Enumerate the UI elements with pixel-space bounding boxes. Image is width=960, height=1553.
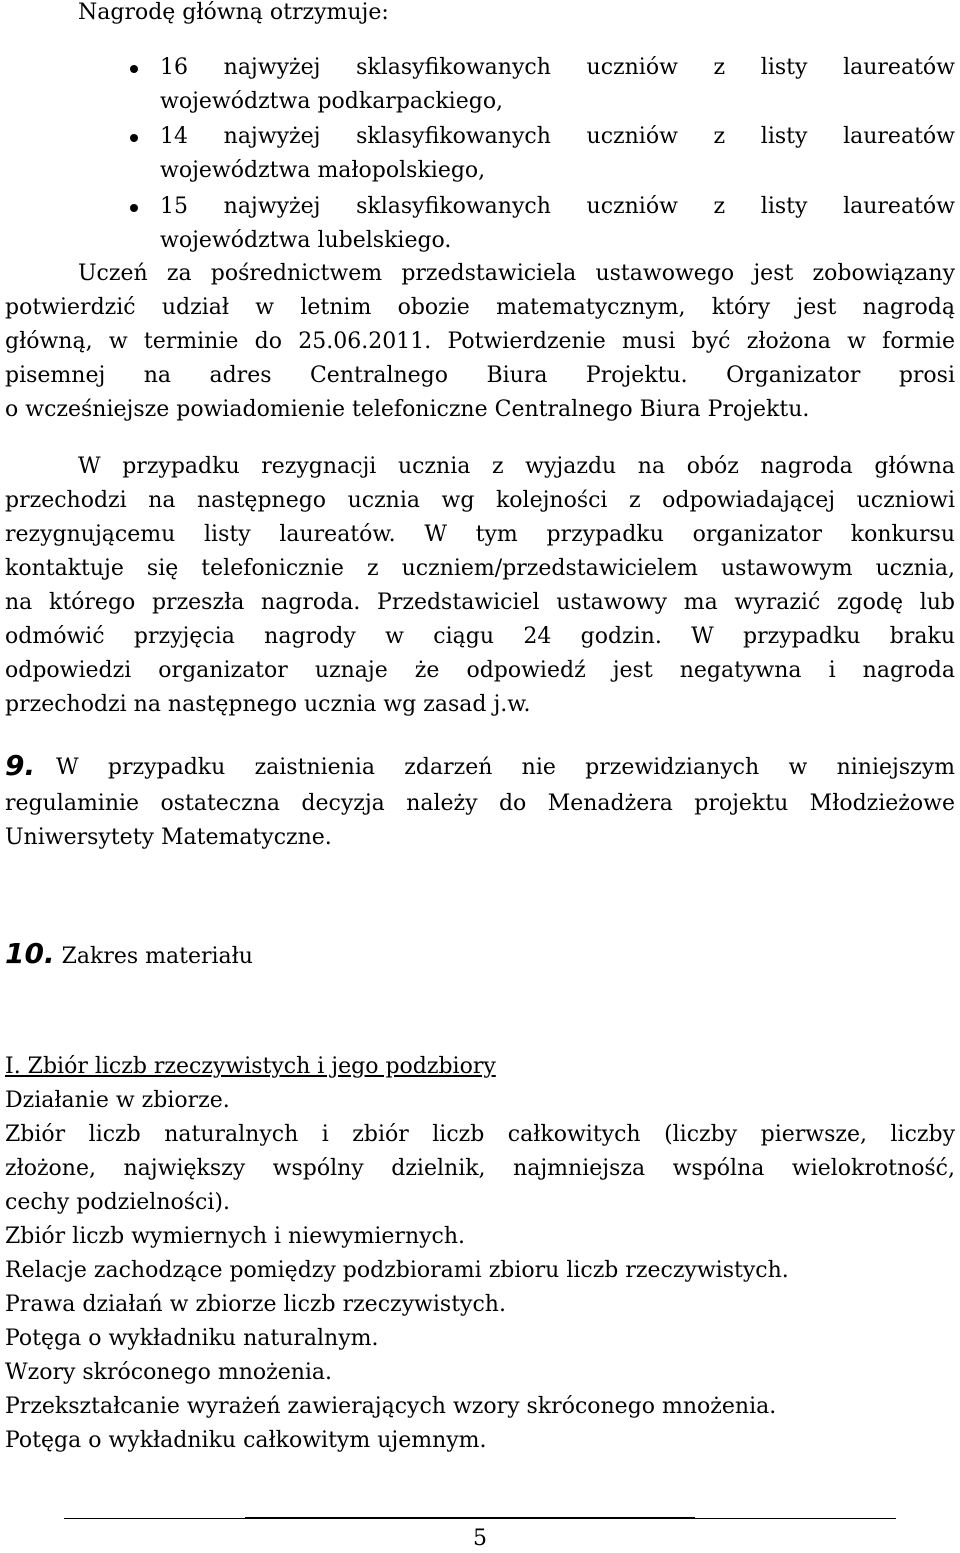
paragraph-line: potwierdzić udział w letnim obozie matematycznym, który jest nagrodą	[5, 295, 955, 320]
page-number: 5	[473, 1526, 487, 1551]
section-9-line-3: Uniwersytety Matematyczne.	[5, 825, 332, 850]
topic-item: Działanie w zbiorze.	[5, 1088, 230, 1113]
paragraph-line: o wcześniejsze powiadomienie telefoniczne Centralnego Biura Projektu.	[5, 397, 810, 422]
paragraph-line: główną, w terminie do 25.06.2011. Potwierdzenie musi być złożona w formie	[5, 329, 955, 354]
section-9-number: 9.	[5, 749, 36, 782]
paragraph-line: rezygnującemu listy laureatów. W tym przypadku organizator konkursu	[5, 522, 955, 547]
paragraph-line: Uczeń za pośrednictwem przedstawiciela ustawowego jest zobowiązany	[78, 261, 955, 286]
section-9-line-1: W przypadku zaistnienia zdarzeń nie przewidzianych w niniejszym	[56, 755, 955, 780]
bullet-2-line-2: województwa małopolskiego,	[160, 158, 486, 183]
bullet-icon	[130, 134, 138, 142]
paragraph-line: przechodzi na następnego ucznia wg zasad j.w.	[5, 692, 531, 717]
bullet-3-line-2: województwa lubelskiego.	[160, 228, 452, 253]
topic-item: Zbiór liczb wymiernych i niewymiernych.	[5, 1224, 466, 1249]
bullet-2-line-1: 14 najwyżej sklasyfikowanych uczniów z listy laureatów	[160, 124, 955, 149]
topic-item: Wzory skróconego mnożenia.	[5, 1360, 333, 1385]
section-10-title: Zakres materiału	[61, 944, 253, 969]
bullet-3-line-1: 15 najwyżej sklasyfikowanych uczniów z listy laureatów	[160, 194, 955, 219]
section-10-number: 10.	[5, 937, 55, 970]
bullet-icon	[130, 65, 138, 73]
paragraph-line: przechodzi na następnego ucznia wg kolejności z odpowiadającej uczniowi	[5, 488, 955, 513]
paragraph-line: odpowiedzi organizator uznaje że odpowiedź jest negatywna i nagroda	[5, 658, 955, 683]
intro-text: Nagrodę główną otrzymuje:	[78, 0, 389, 25]
topic-item: Zbiór liczb naturalnych i zbiór liczb całkowitych (liczby pierwsze, liczby	[5, 1122, 955, 1147]
topic-item: złożone, największy wspólny dzielnik, najmniejsza wspólna wielokrotność,	[5, 1156, 955, 1181]
topic-item: Potęga o wykładniku całkowitym ujemnym.	[5, 1428, 487, 1453]
paragraph-line: W przypadku rezygnacji ucznia z wyjazdu na obóz nagroda główna	[78, 454, 955, 479]
bullet-1-line-2: województwa podkarpackiego,	[160, 89, 504, 114]
paragraph-line: pisemnej na adres Centralnego Biura Projektu. Organizator prosi	[5, 363, 955, 388]
subsection-title: I. Zbiór liczb rzeczywistych i jego podzbiory	[5, 1054, 496, 1079]
topic-item: cechy podzielności).	[5, 1190, 230, 1215]
section-heading	[5, 939, 253, 972]
section-number	[5, 751, 35, 784]
section-9-line-2: regulaminie ostateczna decyzja należy do Menadżera projektu Młodzieżowe	[5, 791, 955, 816]
bullet-1-line-1: 16 najwyżej sklasyfikowanych uczniów z listy laureatów	[160, 55, 955, 80]
topic-item: Relacje zachodzące pomiędzy podzbiorami zbioru liczb rzeczywistych.	[5, 1258, 789, 1283]
paragraph-line: na którego przeszła nagroda. Przedstawiciel ustawowy ma wyrazić zgodę lub	[5, 590, 955, 615]
bullet-icon	[130, 204, 138, 212]
paragraph-line: kontaktuje się telefonicznie z uczniem/przedstawicielem ustawowym ucznia,	[5, 556, 955, 581]
topic-item: Przekształcanie wyrażeń zawierających wzory skróconego mnożenia.	[5, 1394, 777, 1419]
topic-item: Prawa działań w zbiorze liczb rzeczywistych.	[5, 1292, 506, 1317]
paragraph-line: odmówić przyjęcia nagrody w ciągu 24 godzin. W przypadku braku	[5, 624, 955, 649]
topic-item: Potęga o wykładniku naturalnym.	[5, 1326, 379, 1351]
footer-divider-accent	[245, 1517, 695, 1519]
